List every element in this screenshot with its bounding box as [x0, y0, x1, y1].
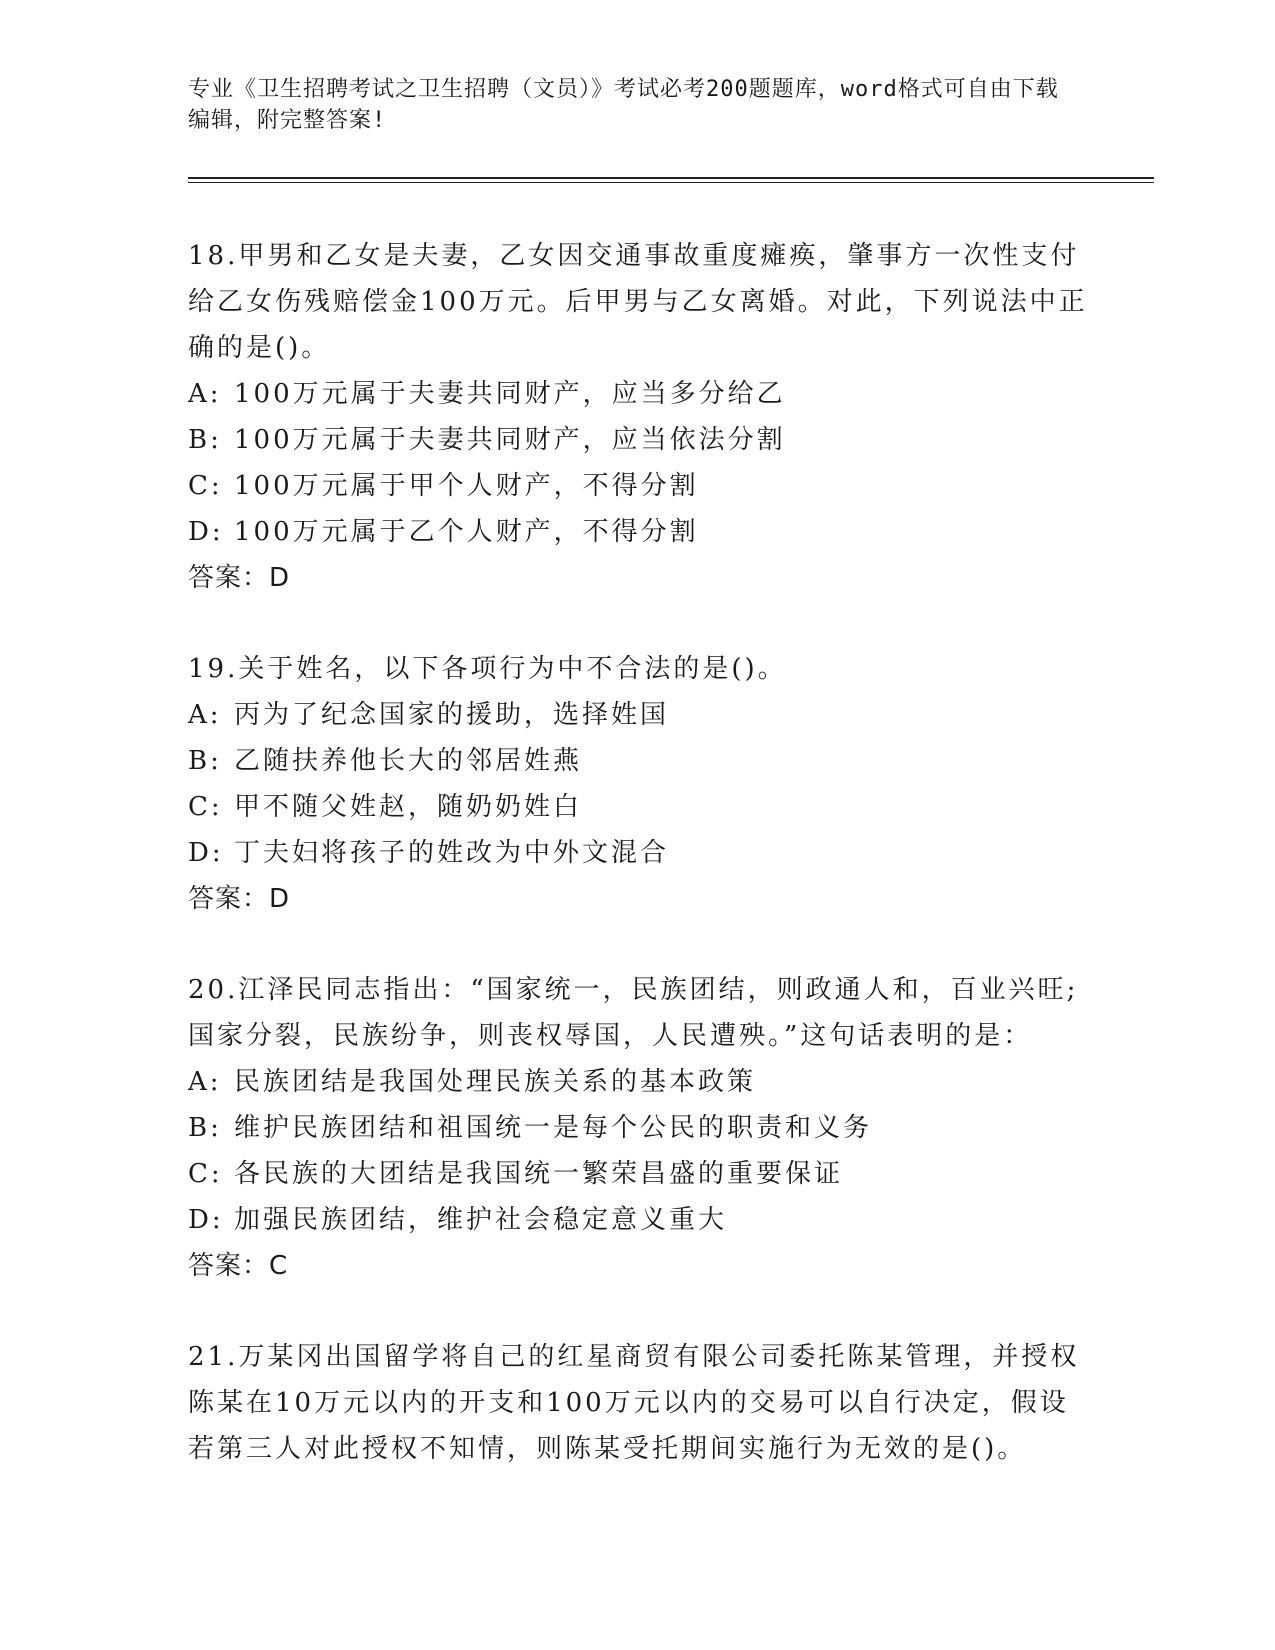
option-a: [188, 371, 1088, 417]
question-stem: 20.江泽民同志指出：“国家统一，民族团结，则政通人和，百业兴旺;国家分裂，民族纷争，则丧权辱国，人民遭殃。”这句话表明的是：: [188, 975, 1079, 1051]
option-d: [188, 1197, 1088, 1243]
question-stem: 19.关于姓名，以下各项行为中不合法的是()。: [188, 654, 787, 684]
option-c: [188, 463, 1088, 509]
document-header: 专业《卫生招聘考试之卫生招聘（文员）》考试必考200题题库，word格式可自由下载编辑，附完整答案!: [188, 77, 1059, 133]
option-letter: D:: [188, 838, 224, 868]
option-a: [188, 692, 1088, 738]
option-b: [188, 1105, 1088, 1151]
answer-label: 答案：C: [188, 1251, 289, 1281]
option-c: [188, 1151, 1088, 1197]
option-text: 100万元属于乙个人财产，不得分割: [234, 517, 699, 547]
option-letter: B:: [188, 746, 222, 776]
option-letter: B:: [188, 1113, 222, 1143]
option-text: 民族团结是我国处理民族关系的基本政策: [234, 1067, 757, 1097]
option-text: 各民族的大团结是我国统一繁荣昌盛的重要保证: [234, 1159, 844, 1189]
option-text: 加强民族团结，维护社会稳定意义重大: [234, 1205, 728, 1235]
header-divider: [188, 177, 1154, 179]
question-21: [188, 1334, 1088, 1472]
option-text: 100万元属于夫妻共同财产，应当多分给乙: [234, 379, 786, 409]
question-stem: 21.万某冈出国留学将自己的红星商贸有限公司委托陈某管理，并授权陈某在10万元以内的开支和100万元以内的交易可以自行决定，假设若第三人对此授权不知情，则陈某受托期间实施行为无效的是()。: [188, 1342, 1080, 1464]
option-d: [188, 509, 1088, 555]
question-stem: 18.甲男和乙女是夫妻，乙女因交通事故重度瘫痪，肇事方一次性支付给乙女伤残赔偿金100万元。后甲男与乙女离婚。对此，下列说法中正确的是()。: [188, 241, 1088, 363]
option-text: 丙为了纪念国家的援助，选择姓国: [234, 700, 670, 730]
answer-label: 答案：D: [188, 563, 291, 593]
option-text: 维护民族团结和祖国统一是每个公民的职责和义务: [234, 1113, 873, 1143]
option-letter: C:: [188, 792, 223, 822]
question-list: [188, 233, 1088, 1517]
option-letter: D:: [188, 1205, 224, 1235]
option-letter: C:: [188, 471, 223, 501]
option-letter: A:: [188, 700, 222, 730]
header-divider-secondary: [188, 182, 1154, 183]
question-18: [188, 233, 1088, 601]
option-text: 甲不随父姓赵，随奶奶姓白: [234, 792, 583, 822]
answer-label: 答案：D: [188, 884, 291, 914]
option-b: [188, 417, 1088, 463]
option-c: [188, 784, 1088, 830]
question-19: [188, 646, 1088, 922]
option-d: [188, 830, 1088, 876]
option-text: 乙随扶养他长大的邻居姓燕: [234, 746, 583, 776]
option-letter: A:: [188, 379, 222, 409]
option-letter: B:: [188, 425, 222, 455]
option-letter: D:: [188, 517, 224, 547]
option-letter: A:: [188, 1067, 222, 1097]
option-a: [188, 1059, 1088, 1105]
option-letter: C:: [188, 1159, 223, 1189]
option-b: [188, 738, 1088, 784]
option-text: 100万元属于夫妻共同财产，应当依法分割: [234, 425, 786, 455]
option-text: 100万元属于甲个人财产，不得分割: [234, 471, 699, 501]
option-text: 丁夫妇将孩子的姓改为中外文混合: [234, 838, 670, 868]
question-20: [188, 967, 1088, 1289]
